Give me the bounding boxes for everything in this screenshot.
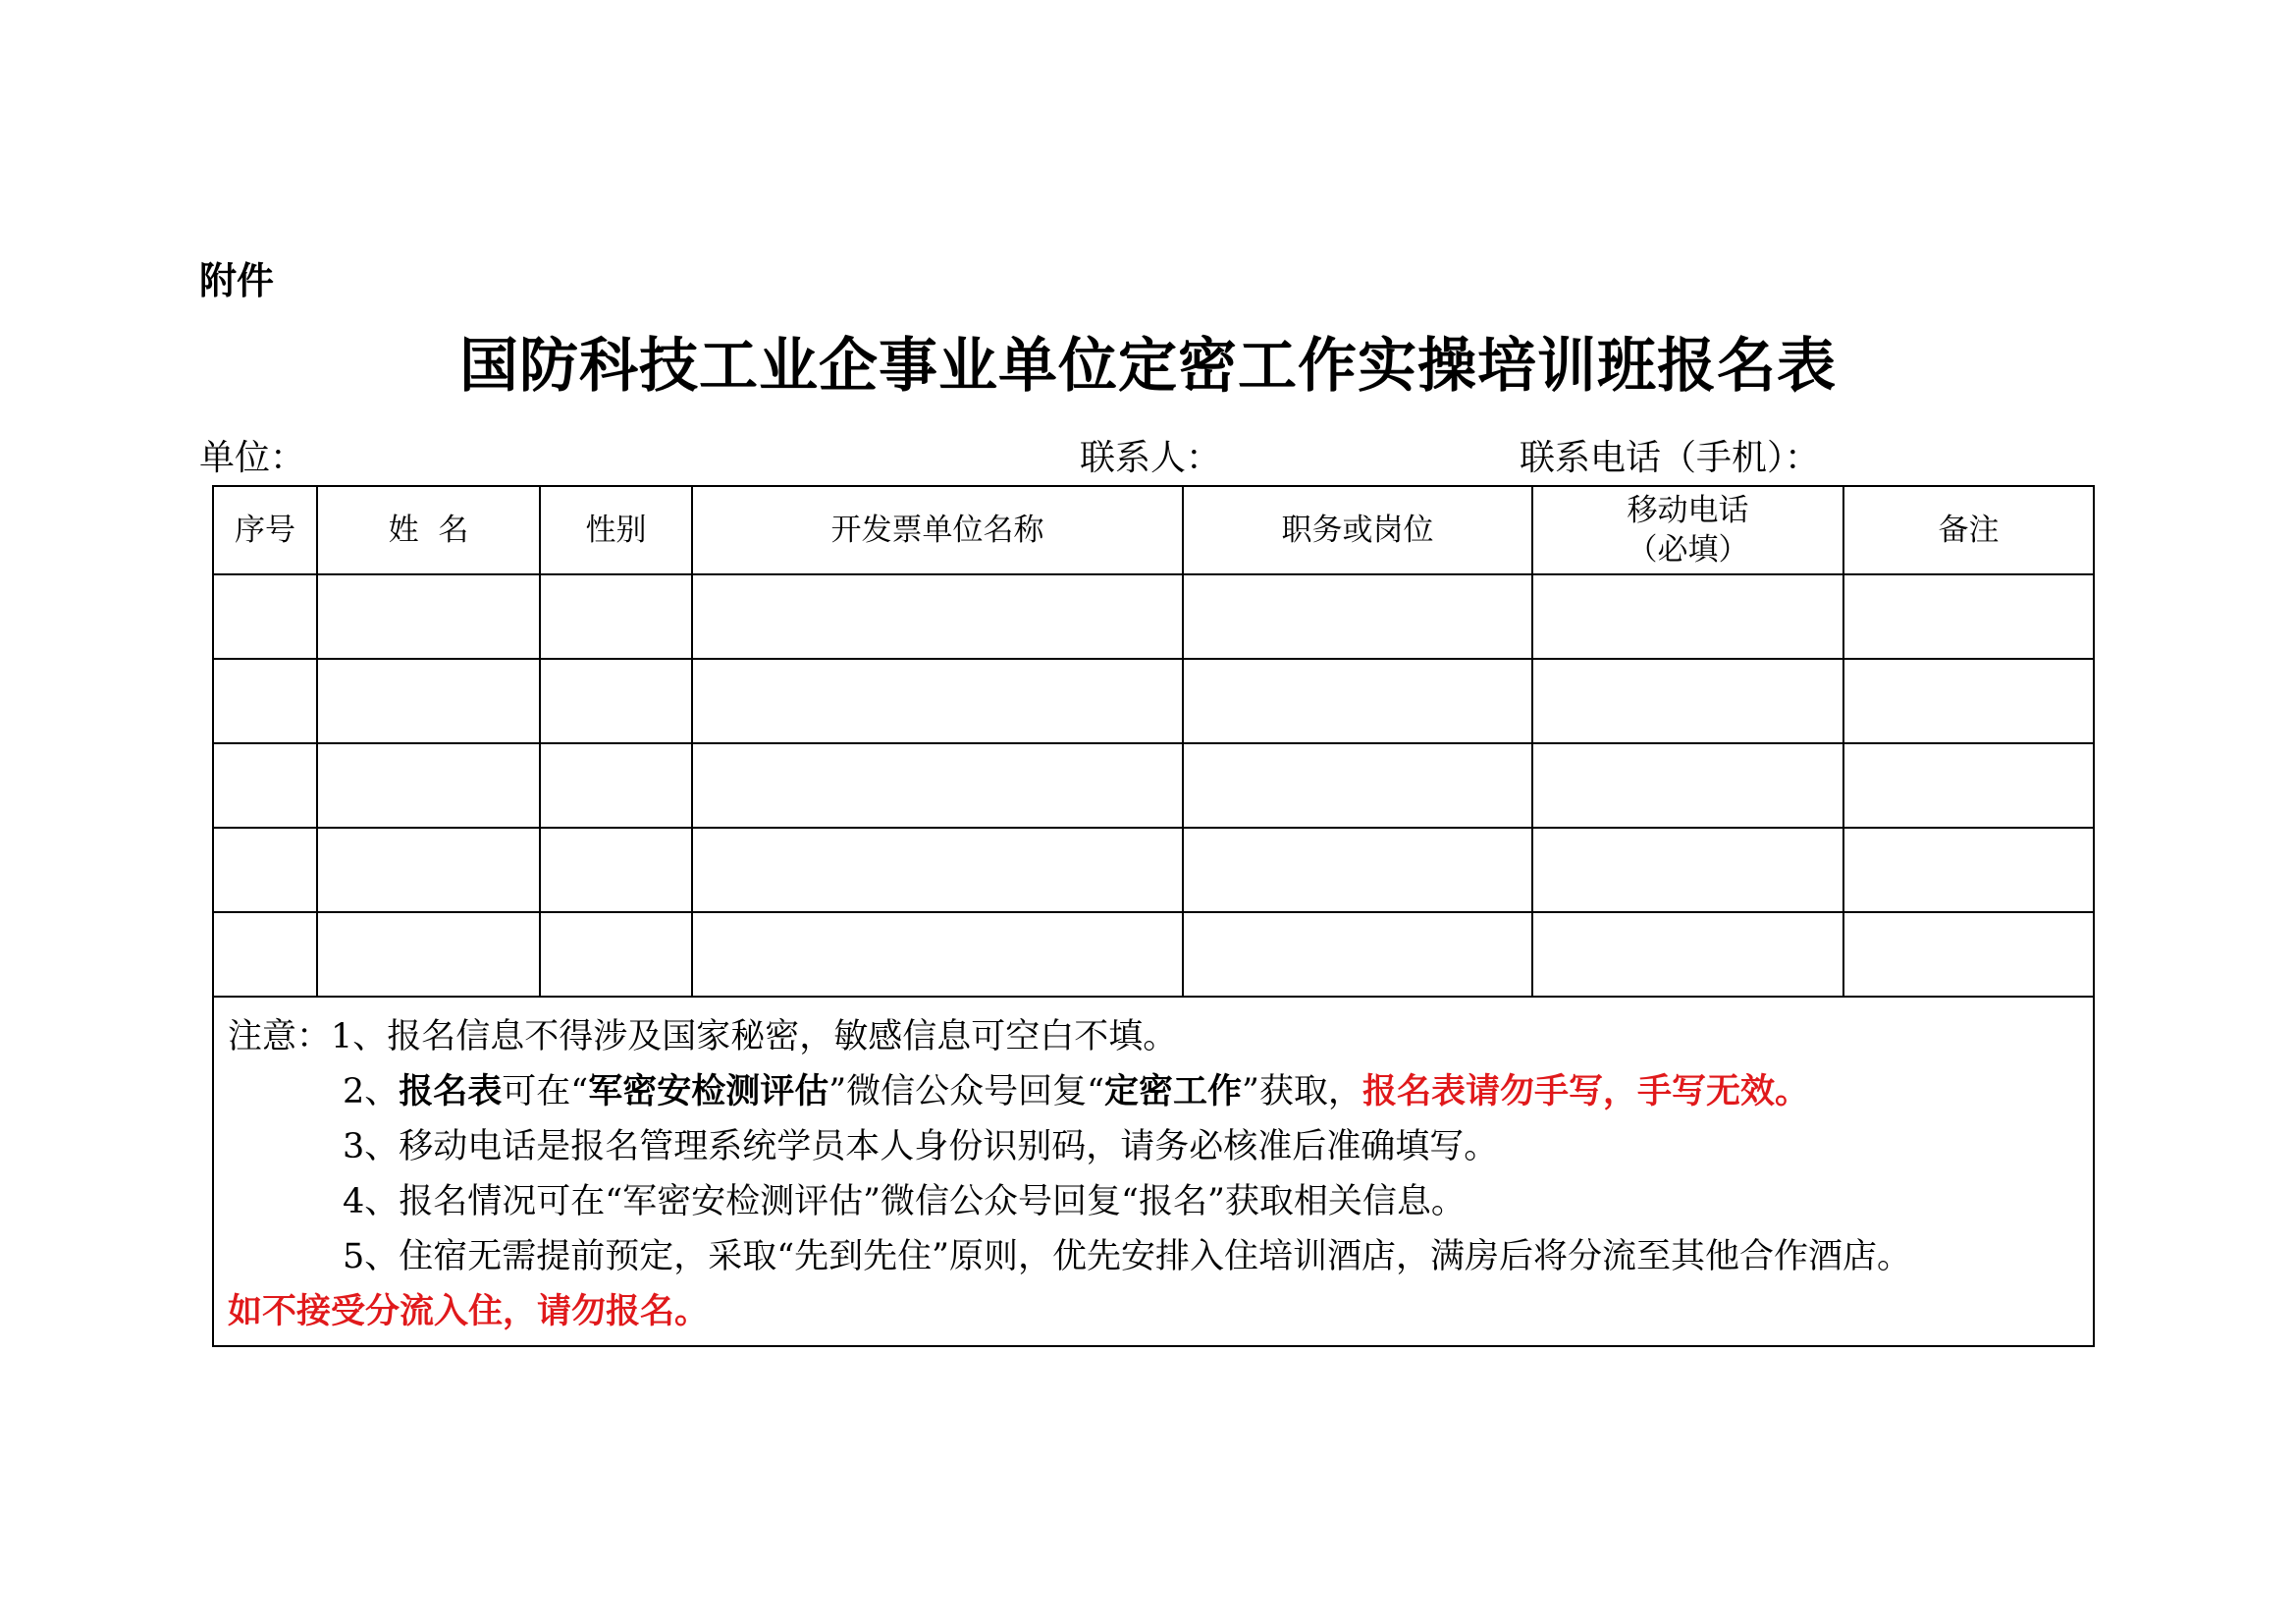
attachment-label: 附件 (199, 259, 275, 302)
header-index: 序号 (213, 486, 317, 574)
table-row (213, 659, 2094, 743)
cell-gender[interactable] (540, 912, 692, 997)
cell-remarks[interactable] (1843, 659, 2094, 743)
note-2-bold-keyword: 定密工作 (1104, 1071, 1243, 1111)
notes-row (213, 997, 2094, 1346)
cell-mobile[interactable] (1532, 574, 1843, 659)
cell-gender[interactable] (540, 828, 692, 912)
cell-invoice-unit[interactable] (692, 912, 1183, 997)
note-line-5: 5、住宿无需提前预定，采取“先到先住”原则，优先安排入住培训酒店，满房后将分流至其他合作酒店。 (343, 1237, 1912, 1276)
cell-invoice-unit[interactable] (692, 574, 1183, 659)
cell-index[interactable] (213, 828, 317, 912)
cell-remarks[interactable] (1843, 912, 2094, 997)
table-row (213, 574, 2094, 659)
note-2-warning: 报名表请勿手写，手写无效。 (1362, 1071, 1809, 1111)
contact-field[interactable] (1080, 430, 1221, 480)
cell-name[interactable] (317, 659, 540, 743)
cell-gender[interactable] (540, 743, 692, 828)
cell-name[interactable] (317, 574, 540, 659)
header-mobile (1532, 486, 1843, 574)
cell-position[interactable] (1183, 743, 1532, 828)
cell-gender[interactable] (540, 659, 692, 743)
page-title: 国防科技工业企事业单位定密工作实操培训班报名表 (459, 332, 1837, 401)
phone-label: 联系电话（手机）： (1520, 438, 1821, 478)
note-line-4: 4、报名情况可在“军密安检测评估”微信公众号回复“报名”获取相关信息。 (343, 1182, 1466, 1221)
note-line-3: 3、移动电话是报名管理系统学员本人身份识别码，请务必核准后准确填写。 (343, 1127, 1499, 1166)
note-line-6-warning: 如不接受分流入住，请勿报名。 (228, 1291, 710, 1331)
header-remarks: 备注 (1843, 486, 2094, 574)
header-position: 职务或岗位 (1183, 486, 1532, 574)
cell-mobile[interactable] (1532, 912, 1843, 997)
header-mobile-required: （必填） (1627, 532, 1749, 568)
cell-mobile[interactable] (1532, 828, 1843, 912)
header-invoice-unit: 开发票单位名称 (692, 486, 1183, 574)
notes-cell (213, 997, 2094, 1346)
note-2-bold-form: 报名表 (399, 1071, 503, 1111)
cell-invoice-unit[interactable] (692, 743, 1183, 828)
table-row (213, 828, 2094, 912)
unit-field[interactable] (199, 430, 305, 480)
cell-mobile[interactable] (1532, 659, 1843, 743)
unit-label: 单位： (199, 438, 306, 478)
note-2-bold-account: 军密安检测评估 (588, 1071, 829, 1111)
note-line-2 (228, 1064, 2079, 1119)
cell-index[interactable] (213, 659, 317, 743)
cell-index[interactable] (213, 912, 317, 997)
note-2-text-1: 可在“ (502, 1072, 589, 1111)
cell-invoice-unit[interactable] (692, 828, 1183, 912)
note-2-text-3: ”获取， (1242, 1072, 1362, 1111)
header-mobile-label: 移动电话 (1627, 493, 1749, 528)
cell-mobile[interactable] (1532, 743, 1843, 828)
registration-table (212, 485, 2095, 1347)
note-2-number: 2、 (343, 1072, 400, 1111)
header-gender: 性别 (540, 486, 692, 574)
header-name: 姓 名 (317, 486, 540, 574)
cell-position[interactable] (1183, 912, 1532, 997)
note-line-1: 注意：1、报名信息不得涉及国家秘密，敏感信息可空白不填。 (228, 1017, 1178, 1056)
cell-index[interactable] (213, 743, 317, 828)
cell-position[interactable] (1183, 659, 1532, 743)
contact-label: 联系人： (1080, 438, 1222, 478)
cell-remarks[interactable] (1843, 574, 2094, 659)
cell-invoice-unit[interactable] (692, 659, 1183, 743)
cell-name[interactable] (317, 828, 540, 912)
cell-position[interactable] (1183, 574, 1532, 659)
table-row (213, 912, 2094, 997)
phone-field[interactable] (1520, 430, 1820, 480)
cell-remarks[interactable] (1843, 743, 2094, 828)
table-row (213, 743, 2094, 828)
note-2-text-2: ”微信公众号回复“ (828, 1072, 1105, 1111)
table-header-row (213, 486, 2094, 574)
cell-remarks[interactable] (1843, 828, 2094, 912)
cell-name[interactable] (317, 743, 540, 828)
cell-name[interactable] (317, 912, 540, 997)
cell-gender[interactable] (540, 574, 692, 659)
cell-index[interactable] (213, 574, 317, 659)
cell-position[interactable] (1183, 828, 1532, 912)
